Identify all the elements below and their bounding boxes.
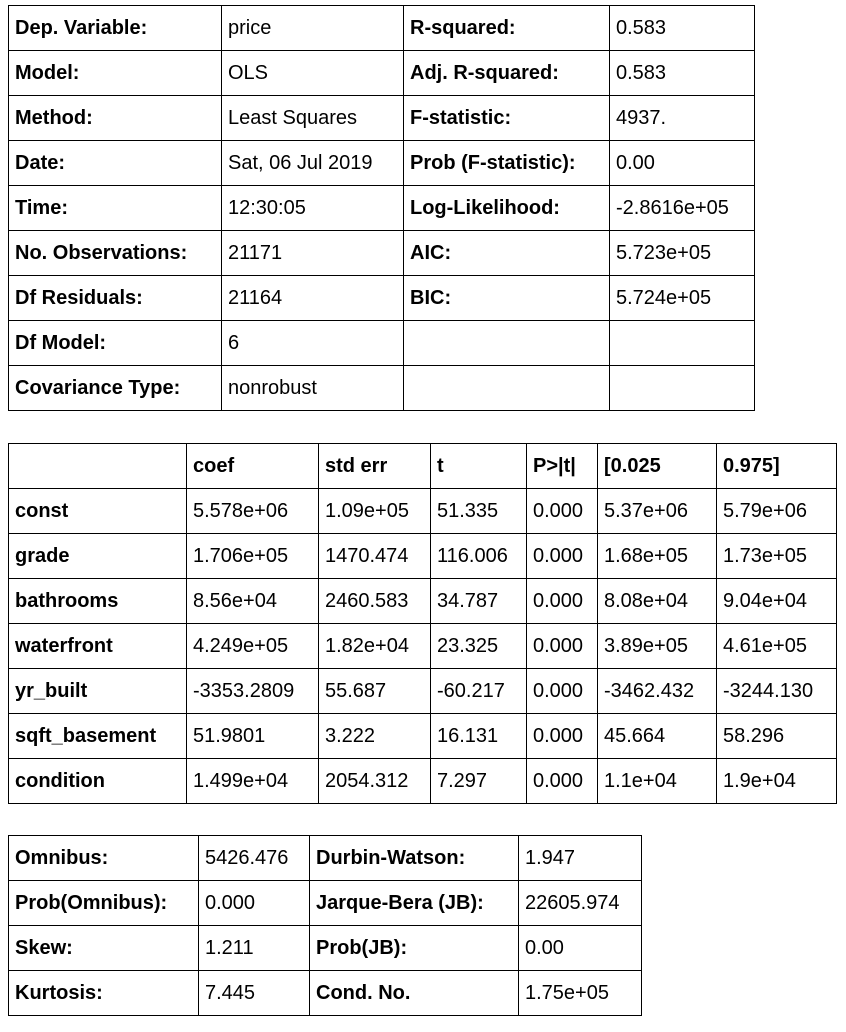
model-summary-body xyxy=(9,6,755,411)
summary-value: 6 xyxy=(222,321,404,366)
summary-value: 5.724e+05 xyxy=(610,276,755,321)
coefficient-row xyxy=(9,489,837,534)
summary-value: price xyxy=(222,6,404,51)
coefficient-std-err: 55.687 xyxy=(319,669,431,714)
summary-value xyxy=(610,366,755,411)
diagnostics-row xyxy=(9,881,642,926)
coefficient-name: bathrooms xyxy=(9,579,187,624)
coefficient-p: 0.000 xyxy=(527,759,598,804)
diagnostics-label: Cond. No. xyxy=(310,971,519,1016)
summary-row xyxy=(9,186,755,231)
summary-value: -2.8616e+05 xyxy=(610,186,755,231)
summary-label: AIC: xyxy=(404,231,610,276)
summary-label: No. Observations: xyxy=(9,231,222,276)
diagnostics-value: 1.75e+05 xyxy=(519,971,642,1016)
summary-value xyxy=(610,321,755,366)
summary-value: Least Squares xyxy=(222,96,404,141)
summary-value: 12:30:05 xyxy=(222,186,404,231)
summary-value: Sat, 06 Jul 2019 xyxy=(222,141,404,186)
diagnostics-row xyxy=(9,926,642,971)
summary-value: 0.00 xyxy=(610,141,755,186)
coef-header-t: t xyxy=(431,444,527,489)
coefficient-row xyxy=(9,714,837,759)
coefficients-body xyxy=(9,489,837,804)
coefficient-row xyxy=(9,579,837,624)
summary-label: Log-Likelihood: xyxy=(404,186,610,231)
coefficients-table xyxy=(8,443,837,804)
summary-row xyxy=(9,141,755,186)
coefficient-p: 0.000 xyxy=(527,624,598,669)
diagnostics-table xyxy=(8,835,642,1016)
summary-row xyxy=(9,276,755,321)
diagnostics-value: 0.00 xyxy=(519,926,642,971)
diagnostics-row xyxy=(9,971,642,1016)
summary-value: 5.723e+05 xyxy=(610,231,755,276)
coefficient-t: 23.325 xyxy=(431,624,527,669)
coefficient-coef: 5.578e+06 xyxy=(187,489,319,534)
coefficient-name: grade xyxy=(9,534,187,579)
coefficient-t: 16.131 xyxy=(431,714,527,759)
coefficient-coef: 1.499e+04 xyxy=(187,759,319,804)
summary-label: Prob (F-statistic): xyxy=(404,141,610,186)
coefficient-t: 116.006 xyxy=(431,534,527,579)
summary-value: 21171 xyxy=(222,231,404,276)
summary-label: Date: xyxy=(9,141,222,186)
coefficient-name: yr_built xyxy=(9,669,187,714)
summary-label: Dep. Variable: xyxy=(9,6,222,51)
coefficients-header-row xyxy=(9,444,837,489)
coefficient-ci-high: 9.04e+04 xyxy=(717,579,837,624)
summary-label xyxy=(404,321,610,366)
coefficient-ci-high: 58.296 xyxy=(717,714,837,759)
diagnostics-value: 5426.476 xyxy=(199,836,310,881)
coefficient-p: 0.000 xyxy=(527,714,598,759)
summary-label: BIC: xyxy=(404,276,610,321)
coef-header-std-err: std err xyxy=(319,444,431,489)
summary-value: 0.583 xyxy=(610,6,755,51)
coefficient-row xyxy=(9,624,837,669)
diagnostics-label: Kurtosis: xyxy=(9,971,199,1016)
summary-label: R-squared: xyxy=(404,6,610,51)
coefficient-p: 0.000 xyxy=(527,534,598,579)
coefficient-ci-high: 1.73e+05 xyxy=(717,534,837,579)
diagnostics-label: Durbin-Watson: xyxy=(310,836,519,881)
summary-label: F-statistic: xyxy=(404,96,610,141)
summary-row xyxy=(9,366,755,411)
coefficient-ci-high: 5.79e+06 xyxy=(717,489,837,534)
diagnostics-value: 1.947 xyxy=(519,836,642,881)
coefficient-ci-low: -3462.432 xyxy=(598,669,717,714)
summary-row xyxy=(9,6,755,51)
diagnostics-value: 7.445 xyxy=(199,971,310,1016)
diagnostics-label: Jarque-Bera (JB): xyxy=(310,881,519,926)
diagnostics-label: Prob(JB): xyxy=(310,926,519,971)
diagnostics-body xyxy=(9,836,642,1016)
diagnostics-value: 22605.974 xyxy=(519,881,642,926)
coefficient-std-err: 1.09e+05 xyxy=(319,489,431,534)
coefficient-ci-high: 4.61e+05 xyxy=(717,624,837,669)
coefficients-header xyxy=(9,444,837,489)
summary-label: Df Model: xyxy=(9,321,222,366)
diagnostics-label: Prob(Omnibus): xyxy=(9,881,199,926)
coefficient-p: 0.000 xyxy=(527,669,598,714)
diagnostics-row xyxy=(9,836,642,881)
summary-row xyxy=(9,51,755,96)
coefficient-p: 0.000 xyxy=(527,579,598,624)
summary-row xyxy=(9,231,755,276)
coefficient-t: 34.787 xyxy=(431,579,527,624)
coefficient-coef: 1.706e+05 xyxy=(187,534,319,579)
coefficient-std-err: 2054.312 xyxy=(319,759,431,804)
coefficient-coef: 51.9801 xyxy=(187,714,319,759)
coefficient-ci-low: 5.37e+06 xyxy=(598,489,717,534)
coefficient-ci-low: 3.89e+05 xyxy=(598,624,717,669)
summary-label: Df Residuals: xyxy=(9,276,222,321)
coefficient-name: const xyxy=(9,489,187,534)
summary-label: Covariance Type: xyxy=(9,366,222,411)
summary-label: Adj. R-squared: xyxy=(404,51,610,96)
coef-header-ci-low: [0.025 xyxy=(598,444,717,489)
summary-label: Time: xyxy=(9,186,222,231)
coefficient-ci-low: 45.664 xyxy=(598,714,717,759)
coefficient-coef: 8.56e+04 xyxy=(187,579,319,624)
summary-label: Method: xyxy=(9,96,222,141)
coef-header-ci-high: 0.975] xyxy=(717,444,837,489)
coefficient-row xyxy=(9,669,837,714)
coefficient-ci-high: -3244.130 xyxy=(717,669,837,714)
coef-header-coef: coef xyxy=(187,444,319,489)
summary-label xyxy=(404,366,610,411)
coefficient-std-err: 2460.583 xyxy=(319,579,431,624)
coefficient-t: 7.297 xyxy=(431,759,527,804)
coefficient-row xyxy=(9,759,837,804)
diagnostics-value: 1.211 xyxy=(199,926,310,971)
coefficient-ci-low: 8.08e+04 xyxy=(598,579,717,624)
coefficient-name: condition xyxy=(9,759,187,804)
coefficient-std-err: 1470.474 xyxy=(319,534,431,579)
summary-row xyxy=(9,321,755,366)
summary-value: 21164 xyxy=(222,276,404,321)
diagnostics-label: Skew: xyxy=(9,926,199,971)
coefficient-row xyxy=(9,534,837,579)
coefficient-std-err: 3.222 xyxy=(319,714,431,759)
coefficient-t: 51.335 xyxy=(431,489,527,534)
summary-value: OLS xyxy=(222,51,404,96)
summary-value: 0.583 xyxy=(610,51,755,96)
coefficient-std-err: 1.82e+04 xyxy=(319,624,431,669)
coefficient-coef: -3353.2809 xyxy=(187,669,319,714)
coefficient-ci-low: 1.1e+04 xyxy=(598,759,717,804)
summary-value: nonrobust xyxy=(222,366,404,411)
coef-header-blank xyxy=(9,444,187,489)
diagnostics-value: 0.000 xyxy=(199,881,310,926)
model-summary-table xyxy=(8,5,755,411)
coefficient-p: 0.000 xyxy=(527,489,598,534)
coefficient-ci-high: 1.9e+04 xyxy=(717,759,837,804)
coefficient-name: sqft_basement xyxy=(9,714,187,759)
coefficient-ci-low: 1.68e+05 xyxy=(598,534,717,579)
coefficient-name: waterfront xyxy=(9,624,187,669)
coef-header-p: P>|t| xyxy=(527,444,598,489)
diagnostics-label: Omnibus: xyxy=(9,836,199,881)
coefficient-t: -60.217 xyxy=(431,669,527,714)
coefficient-coef: 4.249e+05 xyxy=(187,624,319,669)
summary-label: Model: xyxy=(9,51,222,96)
summary-value: 4937. xyxy=(610,96,755,141)
summary-row xyxy=(9,96,755,141)
